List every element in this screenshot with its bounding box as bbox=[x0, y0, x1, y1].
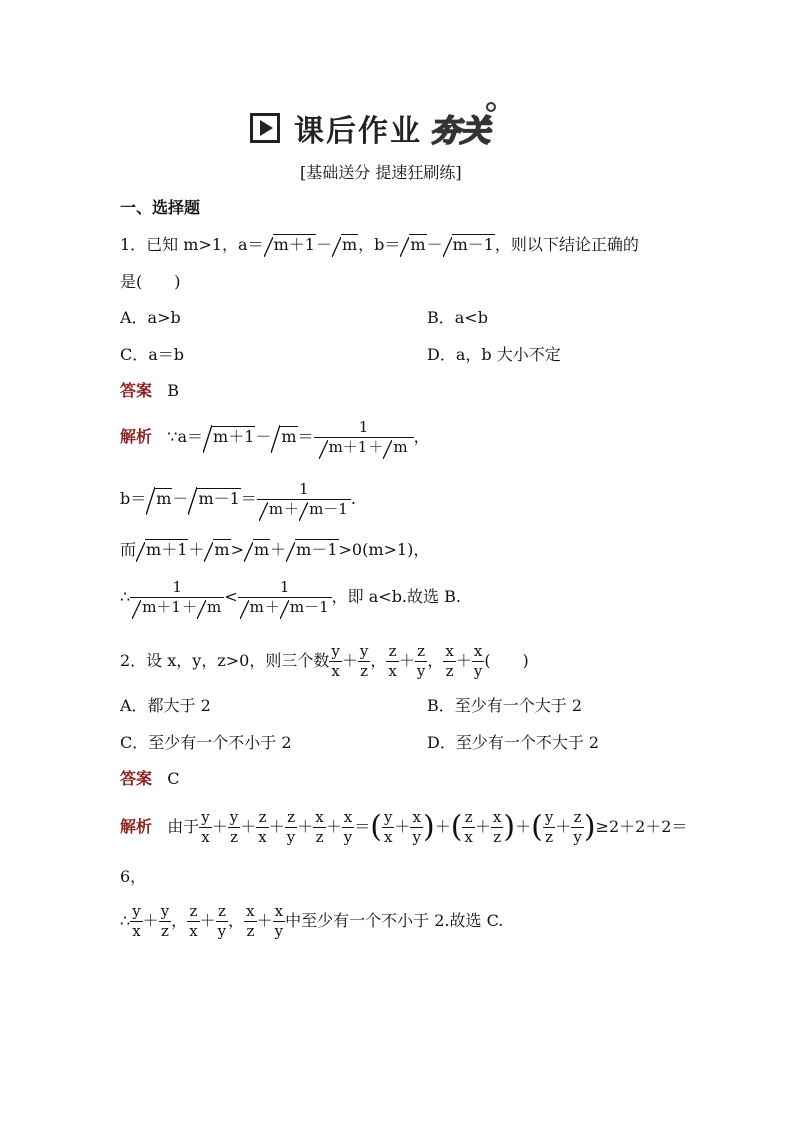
q1-expl-line2: b＝ m－ m－1＝ $\frac{1}{m+ m-1}$ . bbox=[120, 480, 356, 518]
q2-answer bbox=[120, 769, 180, 789]
page-header bbox=[250, 108, 490, 148]
q1-expl-label: 解析 bbox=[120, 427, 153, 446]
header-title: 课后作业 bbox=[294, 114, 422, 149]
q1-option-a: A．a>b bbox=[120, 308, 181, 327]
q1-expl-line4: ∴ $\frac{1}{m+1+ m}$ < $\frac{1}{m+ m-1}$ ，即 a<b.故选 B. bbox=[120, 578, 461, 616]
logo-badge-icon bbox=[486, 102, 496, 112]
header-subtitle: [基础送分 提速狂刷练] bbox=[300, 163, 462, 182]
q2-expl-line2: 6， bbox=[120, 867, 147, 886]
q2-option-a: A．都大于 2 bbox=[120, 696, 211, 715]
header-logo: 夯关 bbox=[430, 106, 490, 150]
q2-expl-line3: ∴ $\frac{y}{x}$ ＋ $\frac{y}{z}$ ， $\frac{z}{x}$ ＋ $\frac{z}{y}$ ， $\frac{x}{z}$ ＋ $\frac{x}{y}$ 中至少有一个不小于 2.故选 C. bbox=[120, 902, 504, 940]
q2-expl-label: 解析 bbox=[120, 817, 153, 836]
q1-stem-line1: 1．已知 m>1，a＝ m＋1－ m，b＝ m－ m－1，则以下结论正确的 bbox=[120, 235, 639, 254]
section-title: 一、选择题 bbox=[120, 198, 201, 217]
q1-option-d: D．a，b 大小不定 bbox=[427, 345, 561, 364]
q2-answer-label: 答案 bbox=[120, 769, 153, 788]
q1-answer bbox=[120, 381, 179, 401]
q2-option-c: C．至少有一个不小于 2 bbox=[120, 733, 292, 752]
q1-answer-value: B bbox=[167, 381, 180, 400]
play-icon bbox=[250, 113, 280, 143]
q1-expl-line3: 而 m＋1＋ m> m＋ m－1>0(m>1)， bbox=[120, 540, 430, 559]
q2-expl-line1: 解析 由于 $\frac{y}{x}$ ＋ $\frac{y}{z}$ ＋ $\frac{z}{x}$ ＋ $\frac{z}{y}$ ＋ $\frac{x}{z}$ ＋ $\frac{x}{y}$ ＝( $\frac{y}{x}$ ＋ $\frac{x}{y}$ )＋( $\frac{z}{x}$ ＋ $\frac{x}{z}$ )＋( $\frac{y}{z}$ ＋ $\frac{z}{y}$ )≥2＋2＋2＝ bbox=[120, 808, 688, 846]
q2-stem: 2．设 x，y，z>0，则三个数 $\frac{y}{x}$ ＋ $\frac{y}{z}$ ， $\frac{z}{x}$ ＋ $\frac{z}{y}$ ， $\frac{x}{z}$ ＋ $\frac{x}{y}$ ( ) bbox=[120, 642, 529, 680]
q1-answer-label: 答案 bbox=[120, 381, 153, 400]
q1-option-c: C．a＝b bbox=[120, 345, 185, 364]
q2-answer-value: C bbox=[167, 769, 180, 788]
q1-stem-line2: 是( ) bbox=[120, 272, 181, 291]
q1-option-b: B．a<b bbox=[427, 308, 488, 327]
q2-option-b: B．至少有一个大于 2 bbox=[427, 696, 583, 715]
q2-option-d: D．至少有一个不大于 2 bbox=[427, 733, 600, 752]
q1-expl-line1: 解析 ∵a＝ m＋1－ m＝ $\frac{1}{m+1+ m}$ ， bbox=[120, 418, 430, 456]
